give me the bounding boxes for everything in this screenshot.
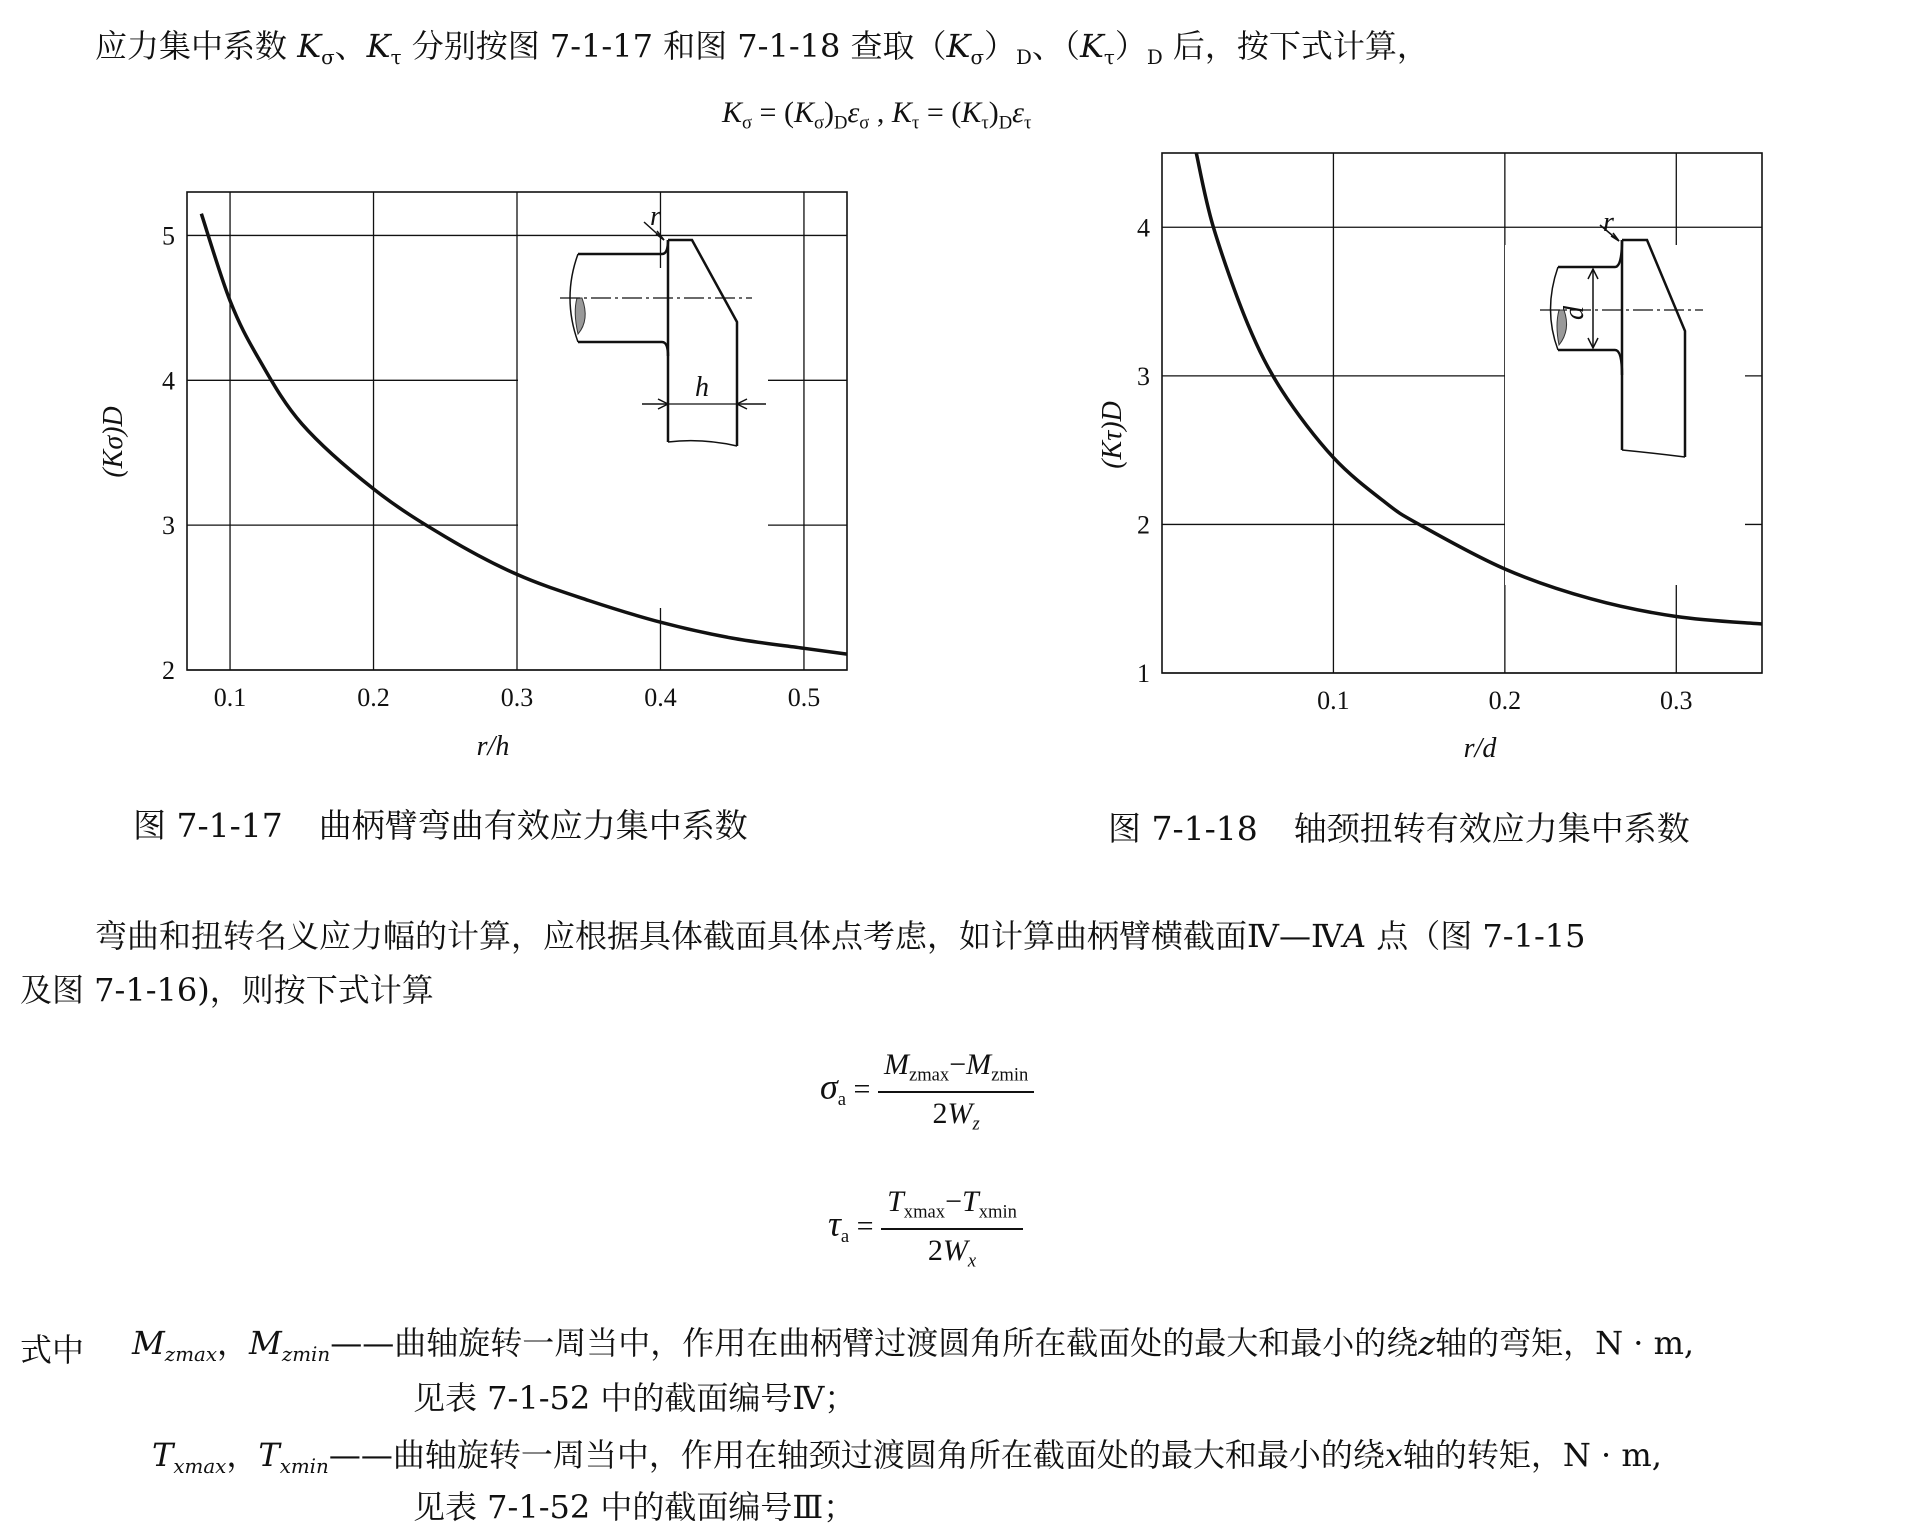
k-sigma-symbol: K	[297, 27, 322, 65]
tau-numerator	[881, 1185, 1023, 1230]
where-label: 式中	[20, 1331, 85, 1369]
f-close1: )	[824, 96, 835, 129]
f-k4: K	[961, 96, 982, 129]
f-comma: ,	[869, 96, 892, 129]
t-sub-max: xmax	[173, 1454, 227, 1478]
t-sub-max: xmax	[903, 1201, 946, 1223]
f-eps2: ε	[1012, 96, 1024, 129]
m-description: 曲轴旋转一周当中，作用在曲柄臂过渡圆角所在截面处的最大和最小的绕	[394, 1324, 1419, 1362]
caption-text: 曲柄臂弯曲有效应力集中系数	[318, 806, 748, 845]
inset-r-label: r	[1603, 207, 1614, 238]
m-sub-max: zmax	[164, 1342, 218, 1366]
t-description-end: 轴的转矩，N · m,	[1402, 1436, 1662, 1474]
x-tick-label: 0.1	[213, 683, 247, 712]
x-tick-label: 0.2	[1488, 686, 1522, 715]
intro-text-tail: 后，按下式计算，	[1172, 27, 1429, 65]
y-tick-label: 1	[1137, 659, 1150, 688]
caption-fig-7-1-18	[1108, 803, 1690, 850]
paren: ）	[984, 27, 1017, 65]
dash: ——	[330, 1324, 395, 1362]
tau-fraction	[881, 1185, 1023, 1272]
where-t-line-1	[152, 1435, 1662, 1487]
inset-d-label: d	[1559, 306, 1590, 320]
t-sub-min: xmin	[279, 1454, 329, 1478]
k-sigma-subscript: σ	[321, 45, 335, 69]
caption-text: 轴颈扭转有效应力集中系数	[1293, 809, 1690, 848]
comma: ，	[226, 1436, 259, 1474]
f-k2: K	[793, 96, 814, 129]
f-eps1: ε	[847, 96, 860, 129]
chart-fig-7-1-17	[90, 180, 870, 770]
journal-fillet-inset-diagram	[1505, 225, 1745, 585]
x-tick-label: 0.4	[644, 683, 677, 712]
caption-fig-7-1-17	[133, 800, 748, 847]
f-k1: K	[722, 96, 743, 129]
point-a-label: A	[1342, 917, 1367, 955]
dash: ——	[328, 1436, 393, 1474]
formula-k	[722, 96, 1031, 135]
t-symbol-2: T	[258, 1436, 280, 1474]
chart2-ylabel: (Kτ)D	[1097, 401, 1128, 469]
sigma-numerator	[878, 1048, 1034, 1093]
f-eq1: = (	[752, 96, 794, 129]
two: 2	[932, 1096, 948, 1130]
minus: −	[949, 1048, 967, 1081]
intro-text-mid: 分别按图 7-1-17 和图 7-1-18 查取（	[411, 27, 947, 65]
tau-subscript: a	[840, 1225, 850, 1247]
k-sigma-symbol-2: K	[946, 27, 971, 65]
k-sigma-subscript-2: σ	[970, 45, 984, 69]
d-subscript-2: D	[1146, 45, 1163, 69]
x-tick-label: 0.3	[1660, 686, 1693, 715]
w-symbol: W	[942, 1233, 968, 1267]
t-symbol: T	[887, 1185, 904, 1218]
sigma-subscript: a	[837, 1088, 847, 1110]
f-k4-sub: τ	[981, 112, 989, 134]
sigma-symbol: σ	[820, 1066, 838, 1107]
w-subscript: z	[972, 1113, 980, 1134]
y-tick-label: 5	[162, 221, 175, 251]
paragraph-2-line-1	[95, 916, 1585, 956]
chart2-xlabel: r/d	[1463, 733, 1497, 764]
f-k3-sub: τ	[911, 112, 920, 134]
w-subscript: x	[967, 1250, 977, 1271]
formula-tau-a	[828, 1185, 1023, 1272]
inset-h-label: h	[695, 372, 709, 403]
f-d2: D	[998, 112, 1013, 134]
f-eq2: = (	[919, 96, 962, 129]
where-t-line-2: 见表 7-1-52 中的截面编号Ⅲ；	[413, 1488, 856, 1526]
m-symbol-2: M	[966, 1048, 992, 1081]
m-sub-min: zmin	[991, 1064, 1029, 1086]
intro-paragraph	[95, 26, 1429, 78]
paragraph-2-line-2	[20, 970, 434, 1010]
f-close2: )	[988, 96, 999, 129]
comma: ，	[217, 1324, 250, 1362]
chart-fig-7-1-18	[1085, 145, 1785, 775]
chart1-xlabel: r/h	[476, 731, 510, 762]
t-sub-min: xmin	[978, 1201, 1017, 1223]
chart1-ylabel: (Kσ)D	[98, 406, 129, 478]
d-subscript: D	[1016, 45, 1032, 69]
separator-2: 、（	[1031, 27, 1080, 65]
tau-symbol: τ	[828, 1203, 841, 1244]
k-tau-subscript-2: τ	[1103, 45, 1115, 69]
y-tick-label: 2	[162, 656, 175, 685]
m-sub-max: zmax	[908, 1064, 950, 1086]
m-sub-min: zmin	[281, 1342, 331, 1366]
y-tick-label: 3	[162, 511, 175, 541]
k-tau-symbol: K	[366, 27, 391, 65]
t-description: 曲轴旋转一周当中，作用在轴颈过渡圆角所在截面处的最大和最小的绕	[392, 1436, 1385, 1474]
x-tick-label: 0.5	[787, 683, 821, 712]
f-k2-sub: σ	[813, 112, 825, 134]
f-eps2-sub: τ	[1024, 112, 1032, 134]
z-axis-var: z	[1418, 1324, 1436, 1362]
m-symbol: M	[883, 1048, 909, 1081]
sigma-fraction	[878, 1048, 1034, 1135]
sigma-denominator	[878, 1093, 1034, 1136]
formula-sigma-a	[820, 1048, 1034, 1135]
f-k1-sub: σ	[742, 112, 753, 134]
caption-number: 图 7-1-17	[133, 806, 283, 845]
w-symbol: W	[947, 1096, 973, 1130]
m-description-end: 轴的弯矩，N · m,	[1435, 1324, 1695, 1362]
intro-text: 应力集中系数	[95, 27, 288, 65]
f-eps1-sub: σ	[859, 112, 870, 134]
two: 2	[927, 1233, 943, 1267]
y-tick-label: 4	[162, 366, 175, 396]
x-tick-label: 0.3	[500, 683, 534, 712]
y-tick-label: 4	[1137, 213, 1150, 243]
t-symbol-2: T	[962, 1185, 979, 1218]
fillet-inset-diagram	[518, 222, 768, 608]
where-m-line-2: 见表 7-1-52 中的截面编号Ⅳ；	[413, 1379, 857, 1417]
where-m-line-1	[132, 1323, 1694, 1375]
para2-text-c: 点（图 7-1-15	[1366, 917, 1586, 955]
para2-text-line2: 及图 7-1-16)，则按下式计算	[20, 971, 434, 1009]
y-tick-label: 2	[1137, 510, 1150, 540]
k-tau-symbol-2: K	[1079, 27, 1104, 65]
y-tick-label: 3	[1137, 361, 1150, 391]
inset-r-label: r	[650, 201, 661, 232]
caption-number: 图 7-1-18	[1108, 809, 1258, 848]
minus: −	[945, 1185, 962, 1218]
tau-denominator	[881, 1230, 1023, 1273]
separator: 、	[334, 27, 367, 65]
m-symbol-2: M	[249, 1324, 282, 1362]
para2-text-a: 弯曲和扭转名义应力幅的计算，应根据具体截面具体点考虑，如计算曲柄臂横截面Ⅳ—Ⅳ	[95, 917, 1343, 955]
f-d1: D	[834, 112, 848, 134]
x-tick-label: 0.2	[357, 683, 390, 712]
paren-2: ）	[1114, 27, 1147, 65]
equals: =	[846, 1072, 878, 1106]
equals: =	[849, 1209, 882, 1243]
t-symbol: T	[152, 1436, 174, 1474]
m-symbol: M	[132, 1324, 165, 1362]
k-tau-subscript: τ	[390, 45, 402, 69]
f-k3: K	[891, 96, 912, 129]
x-axis-var: x	[1384, 1436, 1403, 1474]
x-tick-label: 0.1	[1317, 686, 1350, 715]
